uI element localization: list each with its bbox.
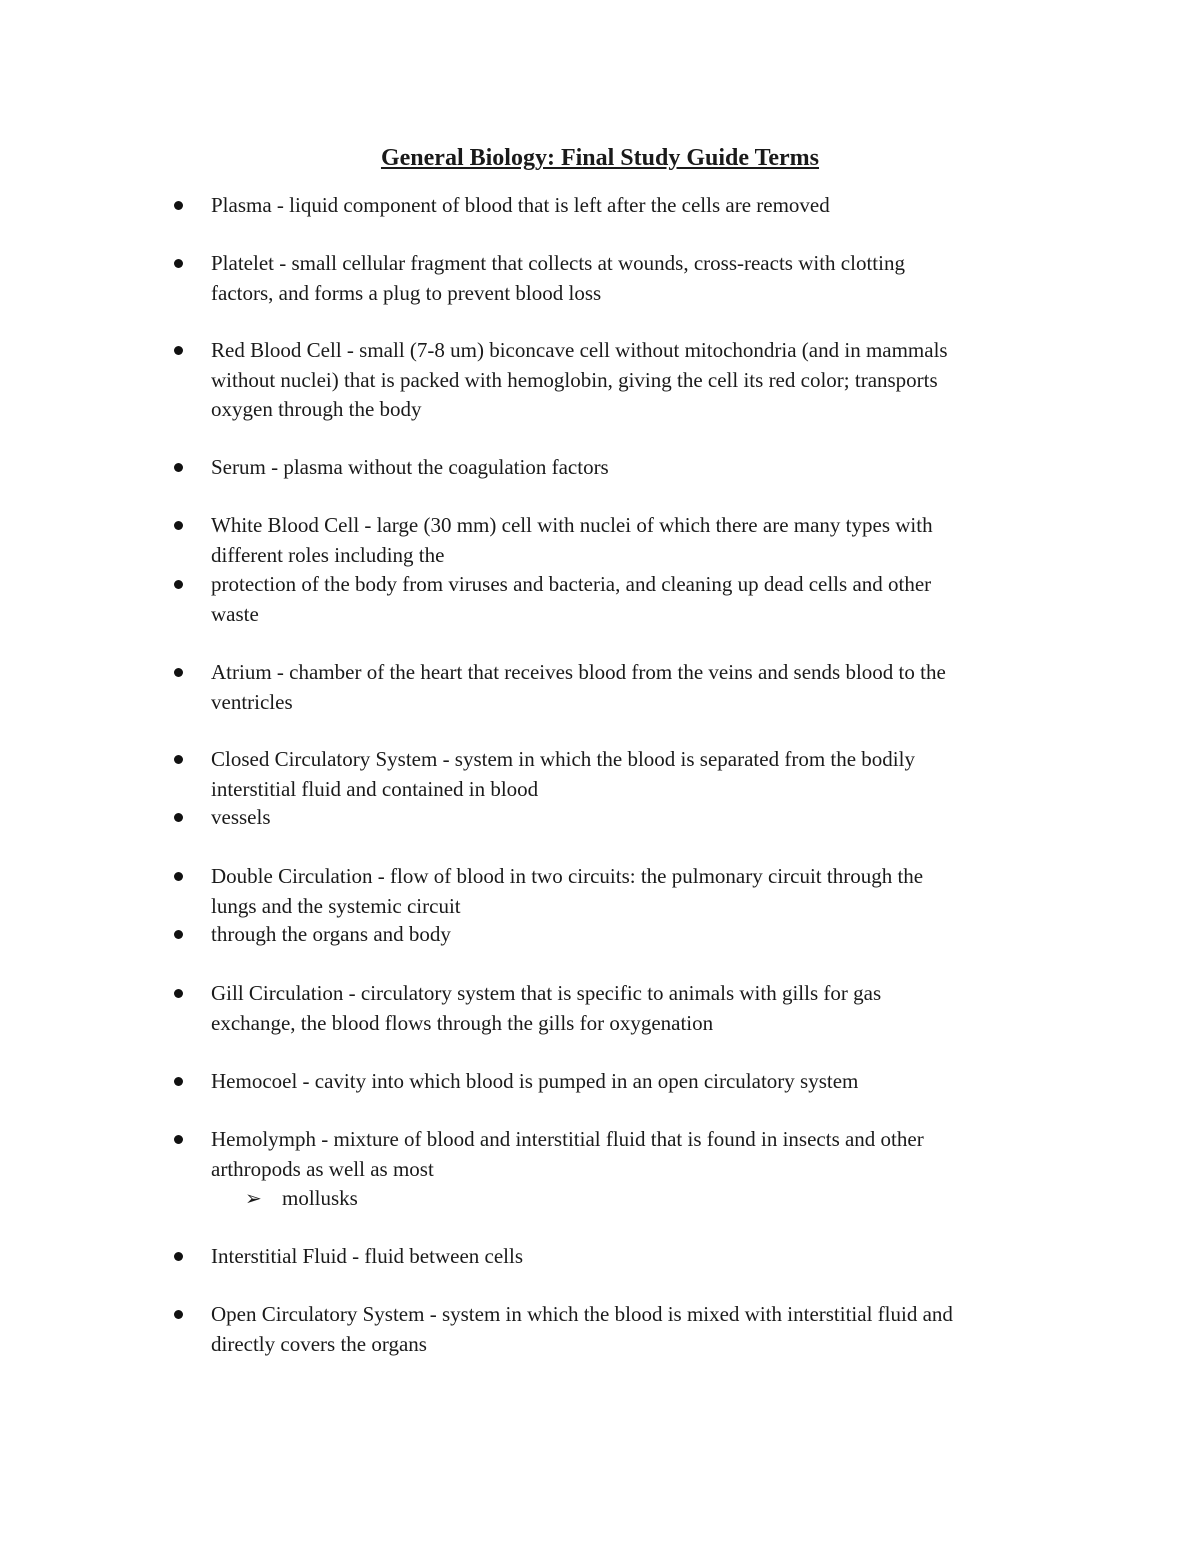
term-line: Plasma - liquid component of blood that is left after the cells are removed [211, 193, 830, 217]
term-line: Red Blood Cell - small (7-8 um) biconcave cell without mitochondria (and in mammals [211, 338, 948, 362]
term-line: White Blood Cell - large (30 mm) cell with nuclei of which there are many types with [211, 513, 933, 537]
bullet-icon [174, 1252, 183, 1261]
term-line: Double Circulation - flow of blood in two circuits: the pulmonary circuit through the [211, 864, 924, 888]
sub-term-line: mollusks [282, 1186, 358, 1210]
term-line: Gill Circulation - circulatory system that is specific to animals with gills for gas [211, 981, 882, 1005]
term-line: directly covers the organs [211, 1331, 427, 1356]
term-line: Open Circulatory System - system in which the blood is mixed with interstitial fluid and [211, 1302, 953, 1326]
bullet-icon [174, 463, 183, 472]
term-line: Serum - plasma without the coagulation factors [211, 455, 609, 479]
bullet-icon [174, 580, 183, 589]
bullet-icon [174, 1077, 183, 1086]
arrow-bullet-icon: ➢ [245, 1186, 262, 1210]
term-line: oxygen through the body [211, 397, 422, 421]
term-line: Hemolymph - mixture of blood and interstitial fluid that is found in insects and other [211, 1127, 924, 1151]
term-line: interstitial fluid and contained in blood [211, 776, 539, 801]
term-line: arthropods as well as most [211, 1156, 434, 1181]
bullet-icon [174, 346, 183, 355]
bullet-icon [174, 1135, 183, 1144]
term-line: exchange, the blood flows through the gills for oxygenation [211, 1010, 714, 1035]
bullet-icon [174, 755, 183, 764]
term-line: Closed Circulatory System - system in which the blood is separated from the bodily [211, 747, 915, 771]
bullet-icon [174, 872, 183, 881]
bullet-icon [174, 259, 183, 268]
term-line: Platelet - small cellular fragment that collects at wounds, cross-reacts with clotting [211, 251, 905, 275]
bullet-icon [174, 813, 183, 822]
term-line: Atrium - chamber of the heart that receives blood from the veins and sends blood to the [211, 660, 946, 684]
bullet-icon [174, 521, 183, 530]
bullet-icon [174, 989, 183, 998]
bullet-icon [174, 1310, 183, 1319]
bullet-icon [174, 201, 183, 210]
document-title: General Biology: Final Study Guide Terms [380, 145, 820, 171]
term-line: through the organs and body [211, 922, 451, 946]
term-line: Hemocoel - cavity into which blood is pumped in an open circulatory system [211, 1069, 859, 1093]
term-line: ventricles [211, 689, 293, 714]
term-line: different roles including the [211, 542, 445, 567]
term-line: lungs and the systemic circuit [211, 893, 461, 918]
term-line: factors, and forms a plug to prevent blood loss [211, 280, 602, 305]
term-line: Interstitial Fluid - fluid between cells [211, 1244, 524, 1268]
bullet-icon [174, 930, 183, 939]
term-line: vessels [211, 805, 271, 829]
term-line: without nuclei) that is packed with hemoglobin, giving the cell its red color; transports [211, 367, 938, 392]
bullet-icon [174, 668, 183, 677]
term-line: protection of the body from viruses and bacteria, and cleaning up dead cells and other [211, 572, 932, 596]
term-line: waste [211, 601, 259, 626]
